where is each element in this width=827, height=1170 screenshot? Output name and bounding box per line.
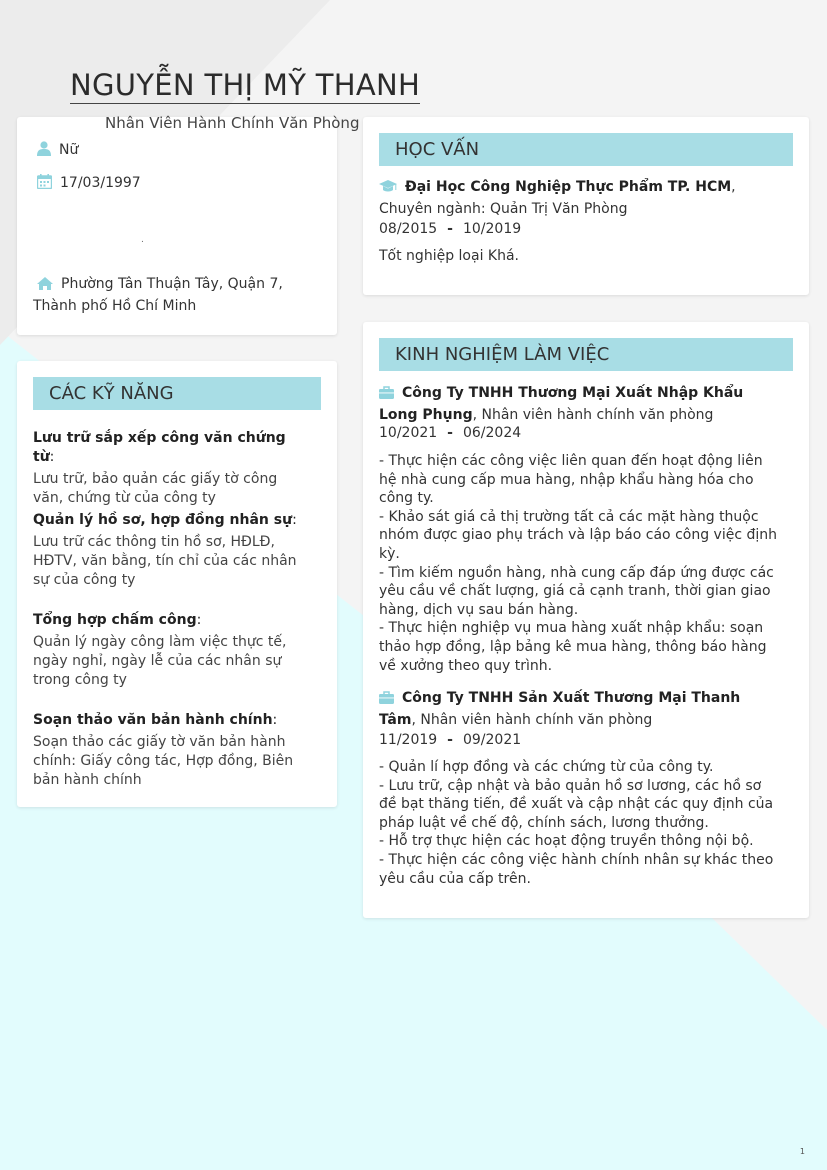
skills-section-title: CÁC KỸ NĂNG: [33, 377, 321, 410]
education-card: [363, 117, 809, 295]
education-entry: [379, 177, 779, 219]
description-line: - Quản lí hợp đồng và các chứng từ của công ty.: [379, 759, 714, 775]
briefcase-icon: [379, 690, 394, 710]
address-row: [33, 274, 303, 316]
user-icon: [37, 141, 51, 160]
gender-value: Nữ: [59, 142, 79, 158]
job-entry: [379, 688, 779, 730]
end-date: 06/2024: [462, 425, 522, 441]
birthdate-row: [37, 174, 141, 193]
birthdate-value: 17/03/1997: [60, 175, 141, 191]
skill-description: Lưu trữ các thông tin hồ sơ, HĐLĐ, HĐTV, văn bằng, tín chỉ của các nhân sự của công ty: [33, 534, 297, 588]
experience-card: [363, 322, 809, 918]
date-dash: -: [447, 221, 453, 237]
skill-item: [33, 511, 308, 590]
start-date: 11/2019: [379, 732, 438, 748]
page-number: 1: [799, 1147, 805, 1156]
skill-colon: :: [272, 712, 278, 728]
job-dates: [379, 425, 521, 441]
description-line: - Tìm kiếm nguồn hàng, nhà cung cấp đáp ứng được các yêu cầu về chất lượng, giá cả cạnh tranh, thời gian giao hàng, dịch vụ sau bán hàng.: [379, 564, 774, 618]
stray-dot: .: [141, 235, 144, 245]
skill-item: [33, 429, 308, 508]
job-title: Nhân Viên Hành Chính Văn Phòng: [105, 114, 360, 132]
skill-name: Soạn thảo văn bản hành chính: [33, 712, 273, 728]
skills-card: [17, 361, 337, 807]
company-name: Công Ty TNHH Sản Xuất Thương Mại Thanh Tâm: [379, 690, 741, 728]
description-line: - Khảo sát giá cả thị trường tất cả các mặt hàng thuộc nhóm được giao phụ trách và lập báo cáo công việc định kỳ.: [379, 508, 777, 562]
job-description: [379, 452, 779, 675]
skill-description: Soạn thảo các giấy tờ văn bản hành chính: Giấy công tác, Hợp đồng, Biên bản hành chính: [33, 734, 294, 788]
school-name: Đại Học Công Nghiệp Thực Phẩm TP. HCM: [405, 179, 732, 195]
skill-name: Tổng hợp chấm công: [33, 612, 197, 628]
date-dash: -: [447, 732, 453, 748]
job-dates: [379, 732, 521, 748]
candidate-name: NGUYỄN THỊ MỸ THANH: [70, 68, 421, 102]
description-line: - Thực hiện các công việc liên quan đến hoạt động liên hệ nhà cung cấp mua hàng, nhập khẩu hàng hóa cho công ty.: [379, 453, 763, 507]
education-note: Tốt nghiệp loại Khá.: [379, 248, 519, 264]
description-line: - Hỗ trợ thực hiện các hoạt động truyền thông nội bộ.: [379, 833, 754, 850]
date-dash: -: [447, 425, 453, 441]
company-name: Công Ty TNHH Thương Mại Xuất Nhập Khẩu Long Phụng: [379, 385, 744, 423]
education-major: , Chuyên ngành: Quản Trị Văn Phòng: [379, 179, 736, 217]
end-date: 09/2021: [462, 732, 522, 748]
skill-description: Lưu trữ, bảo quản các giấy tờ công văn, chứng từ của công ty: [33, 471, 278, 506]
description-line: - Thực hiện nghiệp vụ mua hàng xuất nhập khẩu: soạn thảo hợp đồng, lập bảng kê mua hàng, thông báo hàng về xưởng theo quy trình.: [379, 620, 767, 674]
job-role: , Nhân viên hành chính văn phòng: [411, 712, 653, 728]
start-date: 08/2015: [379, 221, 438, 237]
education-section-title: HỌC VẤN: [379, 133, 793, 166]
gender-row: [37, 141, 78, 160]
profile-card: [17, 117, 337, 335]
skill-colon: :: [292, 512, 297, 528]
address-value: Phường Tân Thuận Tây, Quận 7, Thành phố Hồ Chí Minh: [33, 276, 283, 314]
calendar-icon: [37, 174, 52, 193]
skill-item: [33, 611, 308, 690]
experience-section-title: KINH NGHIỆM LÀM VIỆC: [379, 338, 793, 371]
graduation-cap-icon: [379, 179, 397, 199]
skill-description: Quản lý ngày công làm việc thực tế, ngày nghỉ, ngày lễ của các nhân sự trong công ty: [33, 634, 287, 688]
skill-colon: :: [196, 612, 202, 628]
job-description: [379, 758, 779, 888]
description-line: - Lưu trữ, cập nhật và bảo quản hồ sơ lương, các hồ sơ đề bạt thăng tiến, đề xuất và cập nhật các quy định của pháp luật về chế độ, chính sách, lương thưởng.: [379, 777, 774, 831]
job-role: , Nhân viên hành chính văn phòng: [472, 407, 714, 423]
briefcase-icon: [379, 385, 394, 405]
job-entry: [379, 383, 779, 425]
skill-colon: :: [49, 449, 55, 465]
skill-name: Lưu trữ sắp xếp công văn chứng từ: [33, 430, 286, 465]
end-date: 10/2019: [462, 221, 522, 237]
home-icon: [37, 276, 53, 296]
start-date: 10/2021: [379, 425, 438, 441]
education-dates: [379, 221, 521, 237]
skill-item: [33, 711, 308, 790]
skill-name: Quản lý hồ sơ, hợp đồng nhân sự: [33, 512, 293, 528]
description-line: - Thực hiện các công việc hành chính nhân sự khác theo yêu cầu của cấp trên.: [379, 851, 774, 887]
